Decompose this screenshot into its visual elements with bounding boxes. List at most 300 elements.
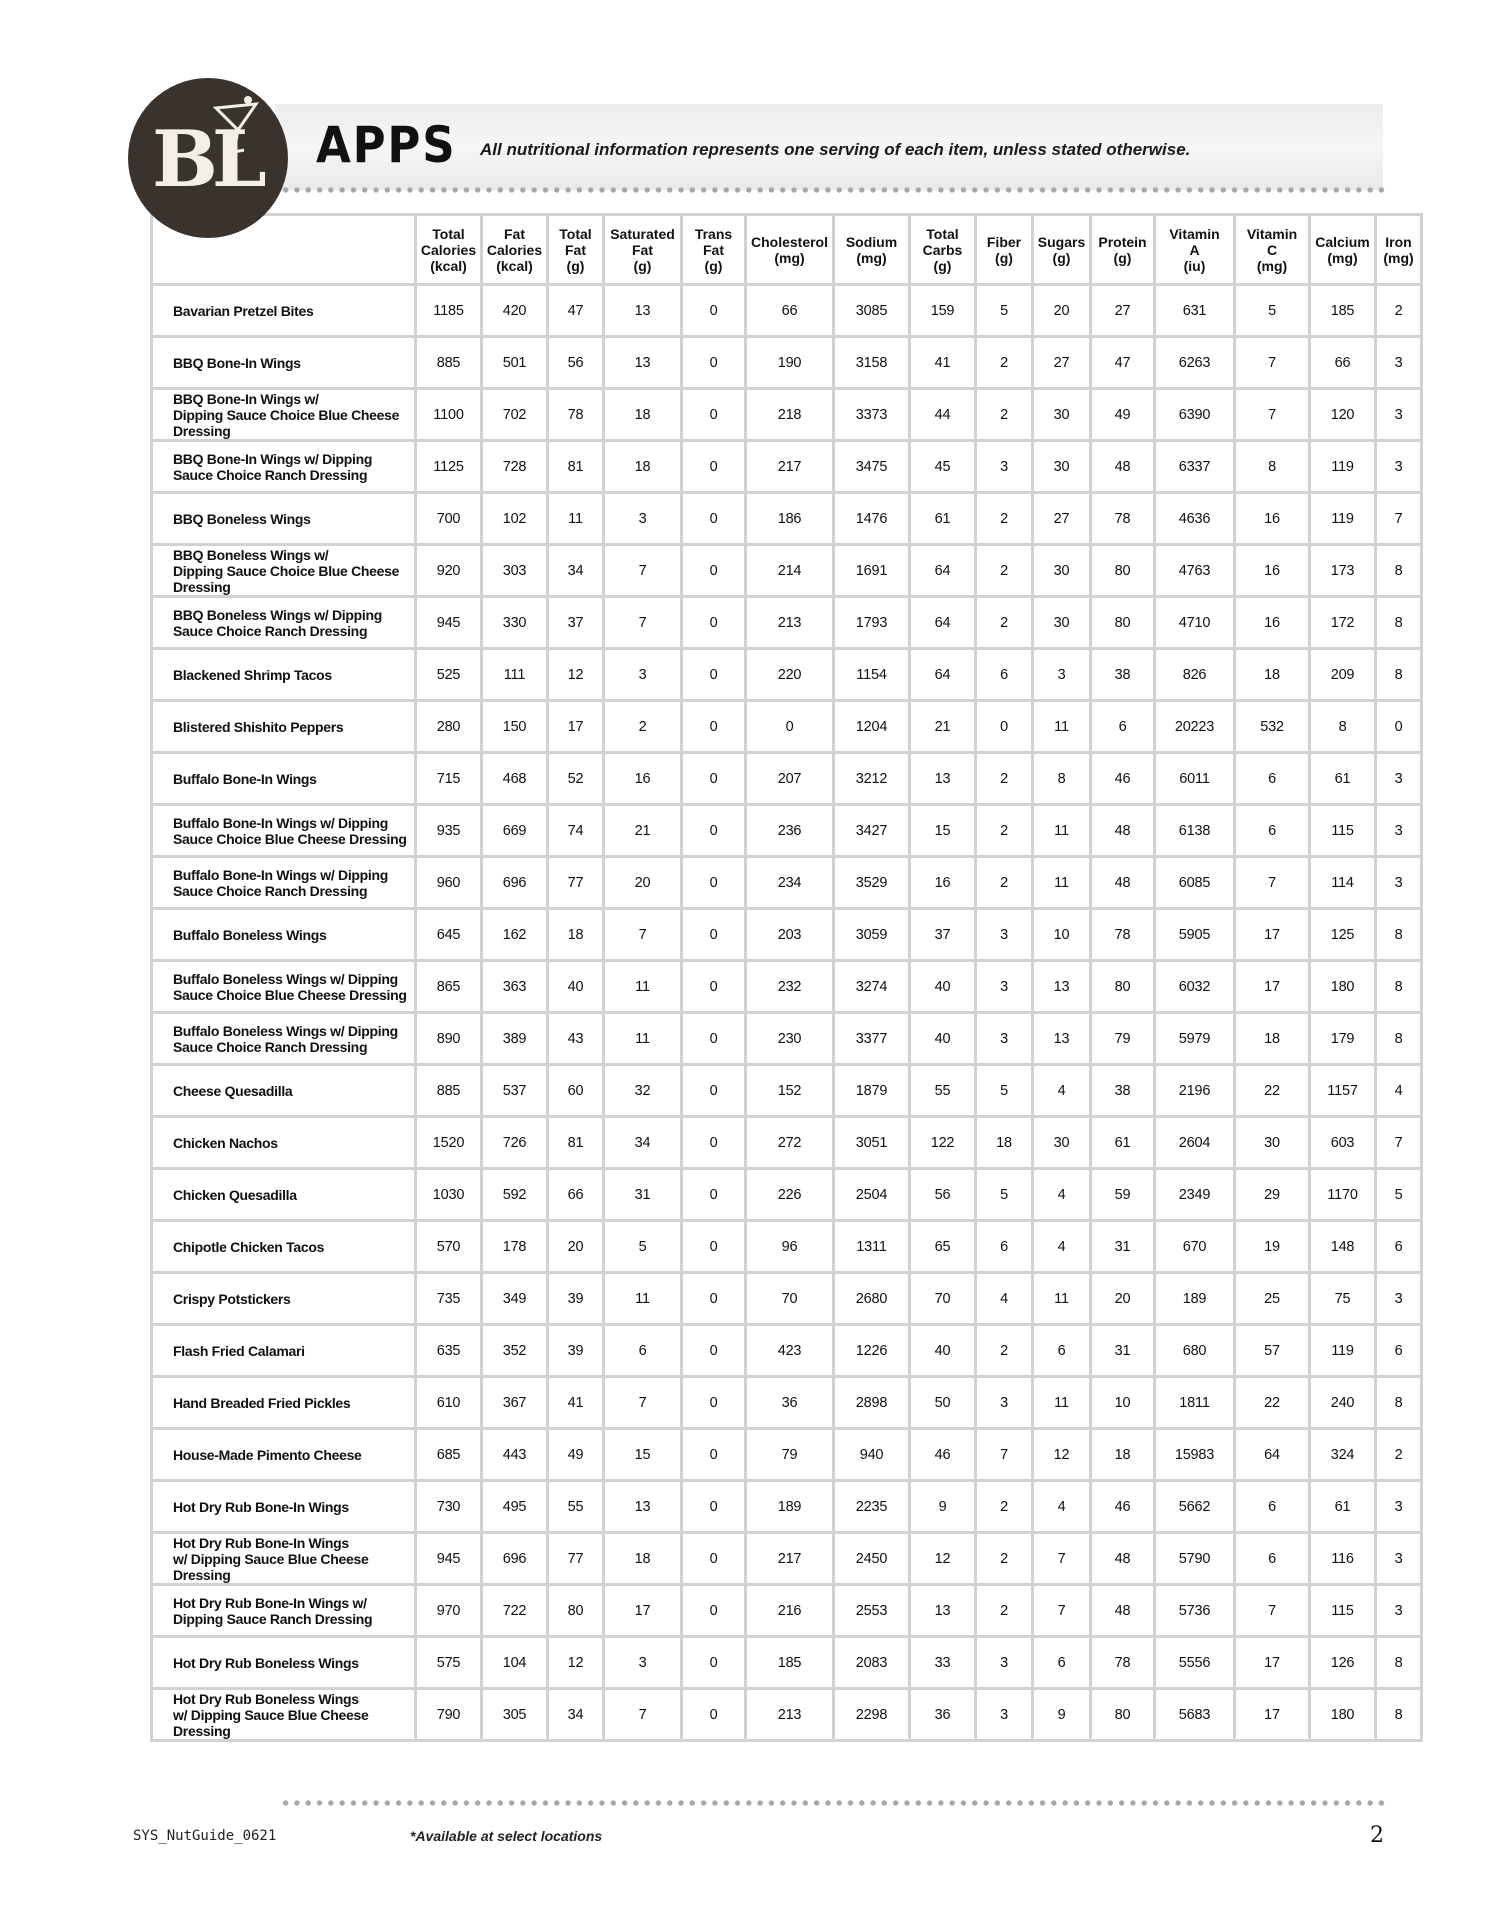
column-header (1377, 216, 1423, 286)
nutrient-value: 30 (1034, 546, 1092, 598)
nutrient-value: 102 (483, 494, 549, 546)
nutrient-value: 6263 (1156, 338, 1236, 390)
table-row (153, 702, 1423, 754)
nutrient-value: 7 (605, 546, 683, 598)
nutrient-value: 40 (911, 1326, 977, 1378)
nutrient-value: 6 (977, 650, 1034, 702)
nutrient-value: 11 (605, 1274, 683, 1326)
nutrient-value: 3 (605, 650, 683, 702)
nutrient-value: 3 (1377, 442, 1423, 494)
item-name-line: Chipotle Chicken Tacos (173, 1238, 325, 1255)
page-title: APPS (316, 116, 457, 174)
nutrient-value: 890 (417, 1014, 483, 1066)
nutrient-value: 18 (605, 442, 683, 494)
nutrient-value: 12 (549, 650, 605, 702)
nutrient-value: 5736 (1156, 1586, 1236, 1638)
nutrient-value: 30 (1034, 1118, 1092, 1170)
nutrient-value: 8 (1377, 1378, 1423, 1430)
nutrient-value: 4 (1034, 1170, 1092, 1222)
nutrient-value: 50 (911, 1378, 977, 1430)
column-header-line: (g) (995, 249, 1013, 266)
item-name-line: Hot Dry Rub Boneless Wings (173, 1690, 359, 1707)
footer-availability-note: *Available at select locations (410, 1828, 603, 1844)
nutrient-value: 592 (483, 1170, 549, 1222)
nutrient-value: 2 (605, 702, 683, 754)
nutrient-value: 305 (483, 1690, 549, 1742)
nutrient-value: 0 (683, 1274, 747, 1326)
nutrient-value: 18 (977, 1118, 1034, 1170)
nutrient-value: 40 (911, 1014, 977, 1066)
nutrient-value: 59 (1092, 1170, 1156, 1222)
nutrient-value: 865 (417, 962, 483, 1014)
table-row (153, 546, 1423, 598)
nutrient-value: 52 (549, 754, 605, 806)
nutrient-value: 34 (549, 546, 605, 598)
nutrient-value: 0 (683, 286, 747, 338)
nutrient-value: 1691 (835, 546, 911, 598)
nutrient-value: 6138 (1156, 806, 1236, 858)
nutrient-value: 5 (977, 286, 1034, 338)
nutrient-value: 16 (911, 858, 977, 910)
nutrient-value: 48 (1092, 858, 1156, 910)
nutrient-value: 1154 (835, 650, 911, 702)
table-row (153, 1326, 1423, 1378)
item-name-line: Hot Dry Rub Bone-In Wings w/ (173, 1594, 367, 1611)
nutrient-value: 0 (683, 1690, 747, 1742)
item-name-line: Hand Breaded Fried Pickles (173, 1394, 351, 1411)
nutrient-value: 603 (1311, 1118, 1377, 1170)
nutrient-value: 48 (1092, 806, 1156, 858)
nutrient-value: 0 (683, 390, 747, 442)
nutrient-value: 18 (549, 910, 605, 962)
nutrient-value: 3059 (835, 910, 911, 962)
page-number: 2 (1370, 1823, 1384, 1848)
nutrient-value: 81 (549, 1118, 605, 1170)
item-name-line: Buffalo Boneless Wings (173, 926, 327, 943)
nutrient-value: 19 (1236, 1222, 1311, 1274)
nutrient-value: 3 (977, 1690, 1034, 1742)
nutrient-value: 74 (549, 806, 605, 858)
nutrient-value: 17 (1236, 1638, 1311, 1690)
table-row (153, 598, 1423, 650)
nutrient-value: 232 (747, 962, 835, 1014)
nutrient-value: 46 (1092, 1482, 1156, 1534)
table-row (153, 962, 1423, 1014)
nutrient-value: 702 (483, 390, 549, 442)
column-header-line: (g) (566, 257, 585, 274)
nutrient-value: 5790 (1156, 1534, 1236, 1586)
nutrient-value: 2 (977, 494, 1034, 546)
nutrient-value: 920 (417, 546, 483, 598)
item-name-line: Chicken Nachos (173, 1134, 278, 1151)
nutrient-value: 8 (1377, 910, 1423, 962)
table-row (153, 910, 1423, 962)
item-name (153, 390, 417, 442)
nutrient-value: 3 (1377, 754, 1423, 806)
brand-logo (128, 78, 288, 238)
item-name-line: Buffalo Boneless Wings w/ Dipping (173, 1022, 398, 1039)
column-header-line: Total (559, 225, 592, 242)
nutrient-value: 3 (605, 1638, 683, 1690)
nutrient-value: 6337 (1156, 442, 1236, 494)
nutrient-value: 80 (1092, 962, 1156, 1014)
nutrient-value: 935 (417, 806, 483, 858)
nutrient-value: 43 (549, 1014, 605, 1066)
nutrient-value: 13 (911, 1586, 977, 1638)
nutrient-value: 189 (1156, 1274, 1236, 1326)
table-row (153, 1378, 1423, 1430)
item-name (153, 442, 417, 494)
nutrient-value: 39 (549, 1326, 605, 1378)
nutrient-value: 6 (1236, 1534, 1311, 1586)
item-name-line: Sauce Choice Ranch Dressing (173, 622, 368, 639)
nutrient-value: 970 (417, 1586, 483, 1638)
nutrient-value: 8 (1034, 754, 1092, 806)
nutrient-value: 21 (605, 806, 683, 858)
nutrient-value: 119 (1311, 494, 1377, 546)
nutrient-value: 122 (911, 1118, 977, 1170)
nutrient-value: 1476 (835, 494, 911, 546)
nutrient-value: 20 (1034, 286, 1092, 338)
table-row (153, 442, 1423, 494)
nutrient-value: 2298 (835, 1690, 911, 1742)
nutrient-value: 2553 (835, 1586, 911, 1638)
column-header-line: Calcium (1315, 233, 1370, 250)
nutrient-value: 11 (1034, 702, 1092, 754)
item-name (153, 1014, 417, 1066)
table-row (153, 338, 1423, 390)
item-name-line: Bavarian Pretzel Bites (173, 302, 314, 319)
item-name (153, 1378, 417, 1430)
item-name-line: Buffalo Boneless Wings w/ Dipping (173, 970, 398, 987)
nutrient-value: 3274 (835, 962, 911, 1014)
nutrient-value: 10 (1034, 910, 1092, 962)
nutrient-value: 2604 (1156, 1118, 1236, 1170)
nutrient-value: 126 (1311, 1638, 1377, 1690)
nutrient-value: 16 (1236, 598, 1311, 650)
column-header (1311, 216, 1377, 286)
item-name (153, 546, 417, 598)
nutrient-value: 2 (977, 546, 1034, 598)
nutrient-value: 45 (911, 442, 977, 494)
nutrient-value: 80 (549, 1586, 605, 1638)
nutrient-value: 4 (977, 1274, 1034, 1326)
nutrient-value: 3212 (835, 754, 911, 806)
column-header-line: Total (926, 225, 959, 242)
column-header (605, 216, 683, 286)
table-row (153, 858, 1423, 910)
nutrient-value: 3427 (835, 806, 911, 858)
nutrient-value: 27 (1034, 494, 1092, 546)
nutrient-value: 1100 (417, 390, 483, 442)
nutrient-value: 3 (977, 1378, 1034, 1430)
nutrient-value: 65 (911, 1222, 977, 1274)
nutrient-value: 6 (605, 1326, 683, 1378)
nutrient-value: 7 (1236, 338, 1311, 390)
nutrient-value: 1204 (835, 702, 911, 754)
nutrient-value: 21 (911, 702, 977, 754)
nutrient-value: 575 (417, 1638, 483, 1690)
nutrient-value: 885 (417, 1066, 483, 1118)
nutrient-value: 33 (911, 1638, 977, 1690)
nutrient-value: 423 (747, 1326, 835, 1378)
nutrient-value: 6 (1092, 702, 1156, 754)
nutrient-value: 680 (1156, 1326, 1236, 1378)
nutrient-value: 12 (549, 1638, 605, 1690)
nutrient-value: 696 (483, 858, 549, 910)
footer-doc-code: SYS_NutGuide_0621 (133, 1828, 277, 1844)
nutrient-value: 0 (1377, 702, 1423, 754)
nutrient-value: 5 (1377, 1170, 1423, 1222)
nutrient-value: 15983 (1156, 1430, 1236, 1482)
nutrient-value: 0 (683, 1222, 747, 1274)
column-header (1156, 216, 1236, 286)
table-row (153, 494, 1423, 546)
nutrient-value: 11 (1034, 806, 1092, 858)
item-name (153, 1534, 417, 1586)
column-header-line: (g) (704, 257, 723, 274)
nutrient-value: 2 (977, 1534, 1034, 1586)
item-name (153, 858, 417, 910)
item-name-line: BBQ Bone-In Wings (173, 354, 301, 371)
nutrient-value: 48 (1092, 442, 1156, 494)
nutrient-value: 5662 (1156, 1482, 1236, 1534)
column-header-line: Cholesterol (750, 233, 828, 250)
nutrient-value: 8 (1377, 1638, 1423, 1690)
item-name (153, 1066, 417, 1118)
nutrient-value: 1311 (835, 1222, 911, 1274)
nutrient-value: 9 (911, 1482, 977, 1534)
item-name-line: Sauce Choice Ranch Dressing (173, 882, 368, 899)
nutrient-value: 0 (683, 1326, 747, 1378)
nutrient-value: 367 (483, 1378, 549, 1430)
nutrient-value: 60 (549, 1066, 605, 1118)
nutrient-value: 189 (747, 1482, 835, 1534)
nutrient-value: 2898 (835, 1378, 911, 1430)
nutrient-value: 48 (1092, 1586, 1156, 1638)
nutrient-value: 8 (1236, 442, 1311, 494)
nutrient-value: 1793 (835, 598, 911, 650)
nutrient-value: 80 (1092, 546, 1156, 598)
nutrient-value: 49 (1092, 390, 1156, 442)
nutrient-value: 31 (605, 1170, 683, 1222)
nutrient-value: 826 (1156, 650, 1236, 702)
nutrient-value: 0 (683, 338, 747, 390)
item-name-line: Buffalo Bone-In Wings (173, 770, 317, 787)
column-header-line: Calories (486, 241, 543, 258)
nutrient-value: 119 (1311, 1326, 1377, 1378)
nutrient-value: 77 (549, 858, 605, 910)
nutrient-value: 190 (747, 338, 835, 390)
nutrient-value: 1157 (1311, 1066, 1377, 1118)
nutrient-value: 230 (747, 1014, 835, 1066)
table-row (153, 650, 1423, 702)
nutrient-value: 159 (911, 286, 977, 338)
item-name (153, 1170, 417, 1222)
nutrient-value: 57 (1236, 1326, 1311, 1378)
nutrient-value: 13 (1034, 1014, 1092, 1066)
nutrient-value: 3 (977, 442, 1034, 494)
item-name-line: Buffalo Bone-In Wings w/ Dipping (173, 866, 389, 883)
nutrient-value: 20 (549, 1222, 605, 1274)
nutrient-value: 468 (483, 754, 549, 806)
nutrient-value: 173 (1311, 546, 1377, 598)
nutrient-value: 7 (605, 598, 683, 650)
nutrient-value: 37 (549, 598, 605, 650)
nutrient-value: 31 (1092, 1222, 1156, 1274)
nutrient-value: 3475 (835, 442, 911, 494)
nutrient-value: 6 (1034, 1326, 1092, 1378)
column-header-line: Trans (694, 225, 733, 242)
item-name-line: BBQ Boneless Wings (173, 510, 311, 527)
nutrient-value: 218 (747, 390, 835, 442)
nutrient-value: 18 (605, 1534, 683, 1586)
top-dotted-rule (280, 187, 1386, 193)
item-name (153, 1326, 417, 1378)
nutrient-value: 217 (747, 442, 835, 494)
nutrient-value: 15 (605, 1430, 683, 1482)
nutrient-value: 226 (747, 1170, 835, 1222)
item-name-line: Blistered Shishito Peppers (173, 718, 344, 735)
column-header-line: (iu) (1183, 257, 1206, 274)
column-header-line: A (1189, 241, 1200, 258)
column-header (747, 216, 835, 286)
item-name (153, 494, 417, 546)
nutrient-value: 34 (605, 1118, 683, 1170)
nutrient-value: 3 (1377, 338, 1423, 390)
nutrient-value: 2 (977, 338, 1034, 390)
nutrient-value: 162 (483, 910, 549, 962)
nutrient-value: 3 (1377, 806, 1423, 858)
nutrient-value: 31 (1092, 1326, 1156, 1378)
item-name-line: w/ Dipping Sauce Blue Cheese (173, 1550, 369, 1567)
nutrient-value: 0 (683, 806, 747, 858)
nutrient-value: 29 (1236, 1170, 1311, 1222)
nutrient-value: 2680 (835, 1274, 911, 1326)
nutrient-value: 6390 (1156, 390, 1236, 442)
nutrient-value: 16 (1236, 546, 1311, 598)
nutrient-value: 55 (549, 1482, 605, 1534)
nutrient-value: 0 (977, 702, 1034, 754)
column-header-line: Sugars (1037, 233, 1086, 250)
nutrient-value: 7 (1377, 494, 1423, 546)
nutrient-value: 81 (549, 442, 605, 494)
nutrient-value: 7 (605, 1690, 683, 1742)
nutrient-value: 0 (747, 702, 835, 754)
nutrient-value: 885 (417, 338, 483, 390)
nutrient-value: 6 (1236, 806, 1311, 858)
nutrient-value: 30 (1236, 1118, 1311, 1170)
nutrient-value: 0 (683, 1534, 747, 1586)
nutrient-value: 13 (911, 754, 977, 806)
nutrient-value: 7 (1236, 1586, 1311, 1638)
nutrient-value: 38 (1092, 1066, 1156, 1118)
nutrient-value: 75 (1311, 1274, 1377, 1326)
nutrient-value: 1520 (417, 1118, 483, 1170)
nutrient-value: 66 (1311, 338, 1377, 390)
table-row (153, 1638, 1423, 1690)
nutrient-value: 6085 (1156, 858, 1236, 910)
item-name-line: Sauce Choice Blue Cheese Dressing (173, 986, 407, 1003)
nutrient-value: 96 (747, 1222, 835, 1274)
nutrient-value: 115 (1311, 806, 1377, 858)
item-name-line: BBQ Bone-In Wings w/ (173, 390, 319, 407)
nutrient-value: 12 (1034, 1430, 1092, 1482)
item-name-line: Chicken Quesadilla (173, 1186, 297, 1203)
table-row (153, 1274, 1423, 1326)
nutrient-value: 27 (1034, 338, 1092, 390)
nutrient-value: 36 (911, 1690, 977, 1742)
column-header-line: (g) (633, 257, 652, 274)
column-header-line: Fat (504, 225, 525, 242)
nutrient-value: 172 (1311, 598, 1377, 650)
nutrient-value: 532 (1236, 702, 1311, 754)
nutrient-value: 715 (417, 754, 483, 806)
item-name (153, 1482, 417, 1534)
nutrient-value: 13 (605, 286, 683, 338)
nutrient-value: 77 (549, 1534, 605, 1586)
nutrient-value: 0 (683, 858, 747, 910)
nutrient-value: 349 (483, 1274, 549, 1326)
nutrient-value: 5556 (1156, 1638, 1236, 1690)
nutrient-value: 185 (1311, 286, 1377, 338)
item-name (153, 338, 417, 390)
nutrient-value: 104 (483, 1638, 549, 1690)
nutrient-value: 148 (1311, 1222, 1377, 1274)
nutrient-value: 730 (417, 1482, 483, 1534)
item-name-line: Sauce Choice Ranch Dressing (173, 1038, 368, 1055)
nutrient-value: 18 (1236, 650, 1311, 702)
nutrient-value: 272 (747, 1118, 835, 1170)
nutrient-value: 0 (683, 546, 747, 598)
nutrient-value: 37 (911, 910, 977, 962)
nutrient-value: 4710 (1156, 598, 1236, 650)
nutrient-value: 2 (977, 806, 1034, 858)
nutrient-value: 32 (605, 1066, 683, 1118)
nutrient-value: 80 (1092, 1690, 1156, 1742)
nutrient-value: 125 (1311, 910, 1377, 962)
column-header (835, 216, 911, 286)
nutrient-value: 114 (1311, 858, 1377, 910)
nutrient-value: 1879 (835, 1066, 911, 1118)
item-name-line: Dressing (173, 1566, 231, 1583)
nutrient-value: 3 (605, 494, 683, 546)
item-name (153, 1118, 417, 1170)
nutrient-value: 56 (549, 338, 605, 390)
item-name (153, 650, 417, 702)
column-header-line: (mg) (1383, 249, 1414, 266)
nutrient-value: 217 (747, 1534, 835, 1586)
nutrient-value: 3085 (835, 286, 911, 338)
nutrient-value: 61 (1311, 754, 1377, 806)
nutrient-value: 5683 (1156, 1690, 1236, 1742)
item-name-line: Flash Fried Calamari (173, 1342, 305, 1359)
nutrient-value: 36 (747, 1378, 835, 1430)
nutrient-value: 213 (747, 598, 835, 650)
nutrient-value: 0 (683, 1430, 747, 1482)
nutrient-value: 10 (1092, 1378, 1156, 1430)
nutrient-value: 443 (483, 1430, 549, 1482)
column-header-line: (mg) (1327, 249, 1358, 266)
nutrient-value: 40 (549, 962, 605, 1014)
nutrient-value: 501 (483, 338, 549, 390)
column-header-line: (g) (1113, 249, 1132, 266)
nutrient-value: 18 (1092, 1430, 1156, 1482)
column-header (911, 216, 977, 286)
nutrient-value: 5979 (1156, 1014, 1236, 1066)
nutrient-value: 1030 (417, 1170, 483, 1222)
nutrient-value: 20 (1092, 1274, 1156, 1326)
